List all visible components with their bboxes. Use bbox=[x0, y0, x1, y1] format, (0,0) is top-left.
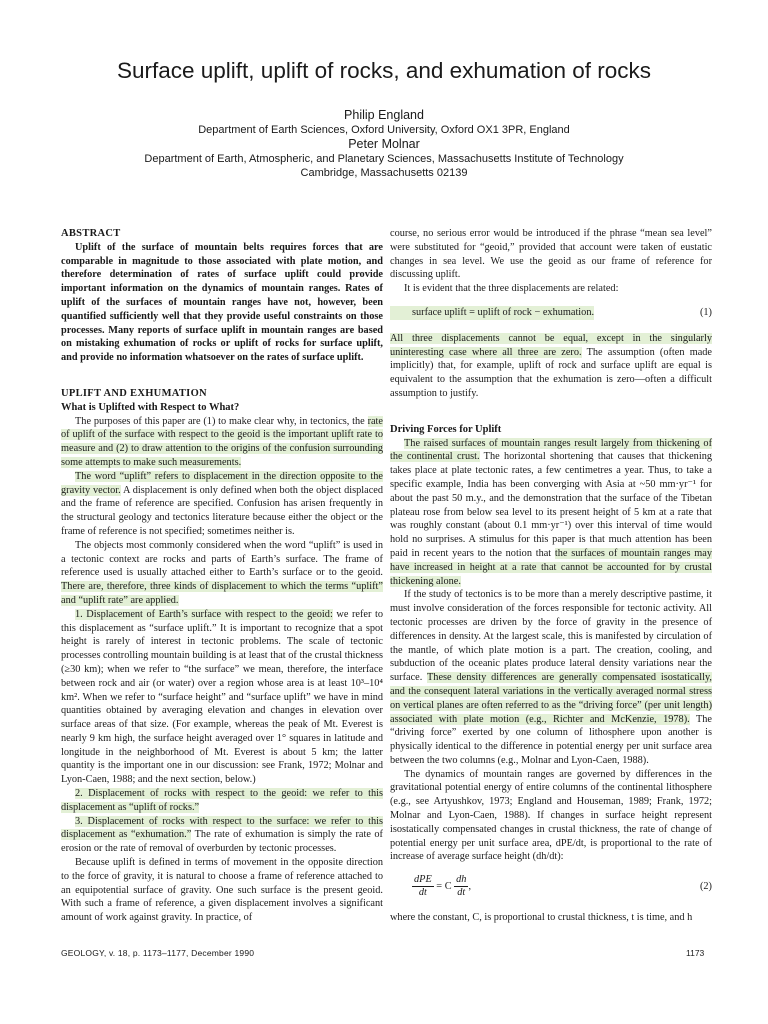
highlighted-text: There are, therefore, three kinds of displacement to which the terms “uplift” and “uplift rate” are applied. bbox=[61, 581, 383, 606]
section-heading: UPLIFT AND EXHUMATION bbox=[61, 387, 207, 399]
paragraph: The purposes of this paper are (1) to make clear why, in tectonics, the rate of uplift of the surface with respect to the geoid is the important uplift rate to measure and (2) to draw attention to the origins of the confusion surrounding some attempts to make such measurements. bbox=[61, 415, 383, 468]
paragraph bbox=[61, 787, 383, 815]
highlighted-text: 1. Displacement of Earth’s surface with respect to the geoid: bbox=[75, 608, 333, 620]
left-column bbox=[61, 227, 383, 925]
paragraph: where the constant, C, is proportional to crustal thickness, t is time, and h bbox=[390, 912, 693, 924]
equation-number: (1) bbox=[699, 306, 712, 318]
paragraph: The word “uplift” refers to displacement in the direction opposite to the gravity vector. A displacement is only defined when both the object displaced and the frame of reference are specified. Confusion has arisen frequently in the structural geology and tectonics literature because either the object or the frame of reference is not specified; sometimes neither is. bbox=[61, 470, 383, 537]
abstract-heading: ABSTRACT bbox=[61, 228, 121, 239]
highlighted-text: rate of uplift of the surface with respect to the geoid is the important uplift rate to measure and (2) to draw attention to the origins of the confusion surrounding some attempts to make such measurements. bbox=[61, 415, 383, 468]
paragraph: 1. Displacement of Earth’s surface with respect to the geoid: we refer to this displacement as “surface uplift.” It is important to recognize that a spot height is rarely of interest in tectonic problems. The scale of tectonic processes controlling mountain building is at least that of the crustal thickness (≥30 km); when we refer to “the surface” we mean, therefore, the interface between rock and air (or water) over a region whose area is at least 10³–10⁴ km². When we refer to “surface height” and “surface uplift” we have in mind quantities obtained by averaging elevation and changes in elevation over surface areas of that size. (For example, whereas the peak of Mt. Everest is nearly 9 km high, the surface height averaged over 1° squares in latitude and longitude in the neighborhood of Mt. Everest is about 5 km; the latter quantity is the important one in our discussion: see Frank, 1972; Molnar and Lyon-Caen, 1988; and the next section, below.) bbox=[61, 608, 383, 786]
right-column bbox=[390, 227, 712, 925]
highlighted-text: All three displacements cannot be equal, except in the singularly uninteresting case where all three are zero. bbox=[390, 332, 712, 358]
equation-text: surface uplift = uplift of rock − exhumation. bbox=[390, 306, 594, 320]
author-block bbox=[0, 108, 768, 180]
author-affiliation: Department of Earth Sciences, Oxford University, Oxford OX1 3PR, England bbox=[198, 124, 570, 136]
author-name: Peter Molnar bbox=[348, 137, 420, 151]
equation-number: (2) bbox=[699, 880, 712, 892]
highlighted-text: The raised surfaces of mountain ranges result largely from thickening of the continental crust. bbox=[390, 437, 712, 463]
highlighted-text: The word “uplift” refers to displacement in the direction opposite to the gravity vector. bbox=[61, 470, 383, 496]
highlighted-text: 3. Displacement of rocks with respect to the surface: we refer to this displacement as “exhumation.” bbox=[61, 815, 383, 841]
page-number: 1173 bbox=[686, 948, 705, 958]
paragraph: All three displacements cannot be equal, except in the singularly uninteresting case where all three are zero. The assumption (often made implicitly) that, for example, uplift of rock and surface uplift are equal is equivalent to the assumption that the exhumation is zero—often a difficult assumption to justify. bbox=[390, 332, 712, 399]
paragraph: It is evident that the three displacements are related: bbox=[404, 283, 619, 295]
equation-body: $\frac{\text{dPE}}{dt}$ = C $\frac{dh}{dt}$ , bbox=[414, 874, 472, 899]
author-name: Philip England bbox=[344, 108, 424, 122]
paragraph: Because uplift is defined in terms of movement in the opposite direction to the force of gravity, it is natural to choose a frame of reference attached to an equipotential surface of gravity. One such surface is the present geoid. With such a frame of reference, a given displacement involves a significant amount of work against gravity. In practice, of bbox=[61, 857, 383, 924]
paragraph: 3. Displacement of rocks with respect to the surface: we refer to this displacement as “exhumation.” The rate of exhumation is simply the rate of erosion or the rate of removal of overburden by tectonic processes. bbox=[61, 815, 383, 855]
author-affiliation: Cambridge, Massachusetts 02139 bbox=[300, 167, 468, 179]
abstract-text: Uplift of the surface of mountain belts requires forces that are comparable in magnitude to those associated with plate motion, and therefore determination of rates of surface uplift could provide important information on the dynamics of mountain ranges. Rates of uplift of the surfaces of mountain ranges have not, however, been quantified sufficiently well that they provide useful constraints on those processes. Many reports of surface uplift in mountain ranges are based on mistaking exhumation of rocks or uplift of rocks for surface uplift, and provide no information whatsoever on the rates of surface uplift. bbox=[61, 241, 383, 364]
author-affiliation: Department of Earth, Atmospheric, and Planetary Sciences, Massachusetts Institute of Technology bbox=[144, 153, 624, 165]
paragraph: If the study of tectonics is to be more than a merely descriptive pastime, it must involve consideration of the forces responsible for tectonic activity. All tectonic processes are driven by the force of gravity in the presence of differences in density. At the largest scale, this is manifested by circulation of the mantle, of which plate motion is a part. The creation, cooling, and subduction of the oceanic plates produce lateral density variations near the surface. These density differences are generally compensated isostatically, and the consequent lateral variations in the vertically averaged normal stress on vertical planes are often referred to as the “driving force” (per unit length) associated with plate motion (e.g., Richter and McKenzie, 1978). The “driving force” exerted by one column of lithosphere upon another is physically identical to the difference in potential energy per unit surface area between the two columns (e.g., Molnar and Lyon-Caen, 1988). bbox=[390, 589, 712, 766]
equation-2 bbox=[390, 874, 712, 899]
journal-citation: GEOLOGY, v. 18, p. 1173–1177, December 1990 bbox=[61, 948, 255, 958]
paper-title: Surface uplift, uplift of rocks, and exhumation of rocks bbox=[116, 58, 651, 83]
paragraph: The objects most commonly considered when the word “uplift” is used in a tectonic context are rocks and parts of Earth’s surface. The frame of reference used is usually attached either to Earth’s surface or to the geoid. There are, therefore, three kinds of displacement to which the terms “uplift” and “uplift rate” are applied. bbox=[61, 539, 383, 606]
paragraph: The raised surfaces of mountain ranges result largely from thickening of the continental crust. The horizontal shortening that causes that thickening takes place at plate tectonic rates, a few centimetres a year. Thus, to take a specific example, India has been converging with Asia at ~50 mm·yr⁻¹ for about the past 50 m.y., and the demonstration that the surface of the Tibetan plateau rose from below sea level to its present height of 5 km at a rate that was roughly constant (about 0.1 mm·yr⁻¹) over this interval of time would hold no surprises. A stimulus for this paper is that much attention has been paid in recent years to the notion that the surfaces of mountain ranges may have increased in height at a rate that cannot be accounted for by crustal thickening alone. bbox=[390, 437, 712, 587]
highlighted-text: 2. Displacement of rocks with respect to the geoid: we refer to this displacement as “uplift of rocks.” bbox=[61, 788, 383, 813]
subsection-heading: Driving Forces for Uplift bbox=[390, 423, 502, 435]
highlighted-text: These density differences are generally compensated isostatically, and the consequent lateral variations in the vertically averaged normal stress on vertical planes are often referred to as the “driving force” (per unit length) associated with plate motion (e.g., Richter and McKenzie, 1978). bbox=[390, 672, 712, 725]
paragraph: course, no serious error would be introduced if the phrase “mean sea level” were substituted for “geoid,” provided that account were taken of eustatic changes in sea level. We use the geoid as our frame of reference for discussing uplift. bbox=[390, 228, 712, 281]
highlighted-text: the surfaces of mountain ranges may have increased in height at a rate that cannot be accounted for by crustal thickening alone. bbox=[390, 547, 712, 587]
equation-1 bbox=[390, 306, 712, 320]
subsection-heading: What is Uplifted with Respect to What? bbox=[61, 401, 240, 413]
paragraph: The dynamics of mountain ranges are governed by differences in the gravitational potential energy of entire columns of the continental lithosphere (e.g., see Artyushkov, 1973; England and Houseman, 1989; Frank, 1972; Molnar and Lyon-Caen, 1988). If changes in surface height represent isostatically compensated changes in crustal thickness, the rate of change of potential energy per unit surface area, dPE/dt, is proportional to the rate of increase of average surface height (dh/dt): bbox=[390, 768, 712, 863]
